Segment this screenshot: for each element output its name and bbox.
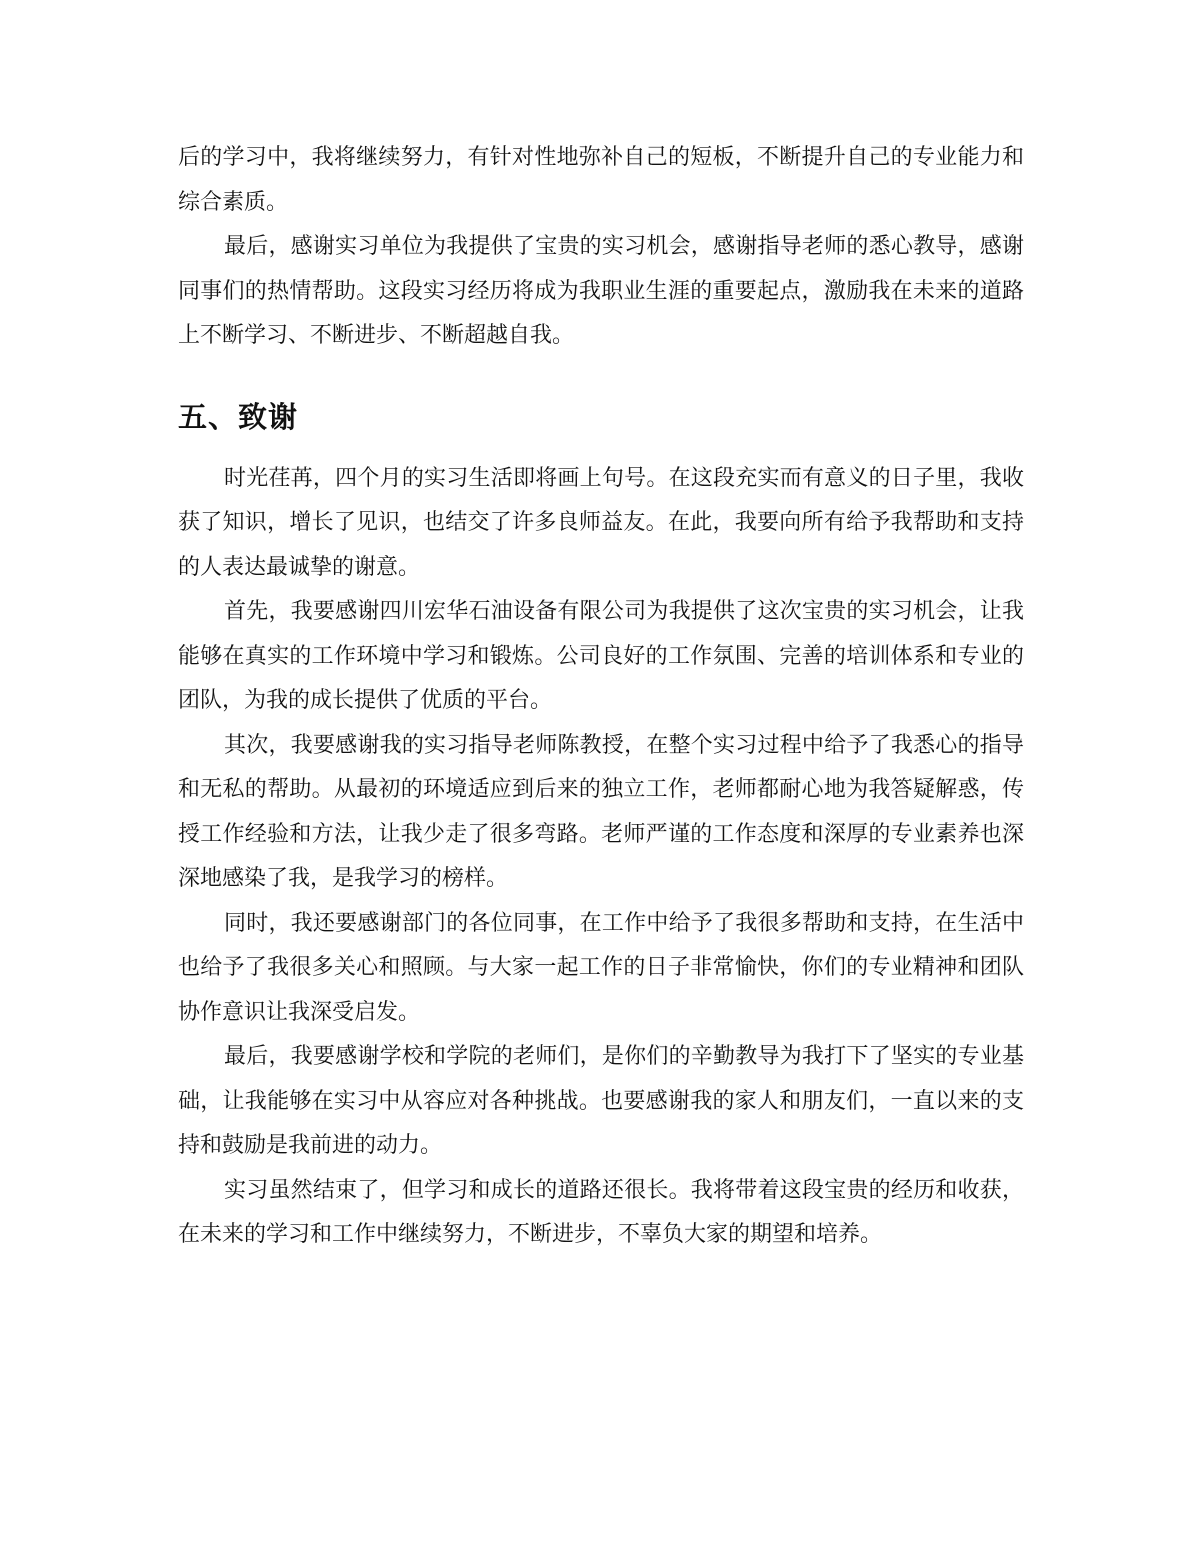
acknowledgement-paragraph: 其次，我要感谢我的实习指导老师陈教授，在整个实习过程中给予了我悉心的指导和无私的帮助。从最初的环境适应到后来的独立工作，老师都耐心地为我答疑解惑，传授工作经验和方法，让我少走了很多弯路。老师严谨的工作态度和深厚的专业素养也深深地感染了我，是我学习的榜样。 xyxy=(178,732,1024,891)
section-heading-acknowledgements: 五、致谢 xyxy=(178,399,299,434)
closing-paragraph: 最后，感谢实习单位为我提供了宝贵的实习机会，感谢指导老师的悉心教导，感谢同事们的热情帮助。这段实习经历将成为我职业生涯的重要起点，激励我在未来的道路上不断学习、不断进步、不断超越自我。 xyxy=(178,234,1024,348)
acknowledgement-paragraph: 最后，我要感谢学校和学院的老师们，是你们的辛勤教导为我打下了坚实的专业基础，让我能够在实习中从容应对各种挑战。也要感谢我的家人和朋友们，一直以来的支持和鼓励是我前进的动力。 xyxy=(178,1044,1024,1158)
acknowledgement-paragraph: 首先，我要感谢四川宏华石油设备有限公司为我提供了这次宝贵的实习机会，让我能够在真实的工作环境中学习和锻炼。公司良好的工作氛围、完善的培训体系和专业的团队，为我的成长提供了优质的平台。 xyxy=(178,599,1024,713)
acknowledgement-paragraph: 实习虽然结束了，但学习和成长的道路还很长。我将带着这段宝贵的经历和收获，在未来的学习和工作中继续努力，不断进步，不辜负大家的期望和培养。 xyxy=(178,1177,1024,1247)
continuation-paragraph: 后的学习中，我将继续努力，有针对性地弥补自己的短板，不断提升自己的专业能力和综合素质。 xyxy=(178,145,1024,215)
acknowledgement-paragraph: 时光荏苒，四个月的实习生活即将画上句号。在这段充实而有意义的日子里，我收获了知识，增长了见识，也结交了许多良师益友。在此，我要向所有给予我帮助和支持的人表达最诚挚的谢意。 xyxy=(178,465,1024,580)
document-body xyxy=(178,136,1024,1258)
acknowledgement-paragraph: 同时，我还要感谢部门的各位同事，在工作中给予了我很多帮助和支持，在生活中也给予了我很多关心和照顾。与大家一起工作的日子非常愉快，你们的专业精神和团队协作意识让我深受启发。 xyxy=(178,910,1024,1025)
